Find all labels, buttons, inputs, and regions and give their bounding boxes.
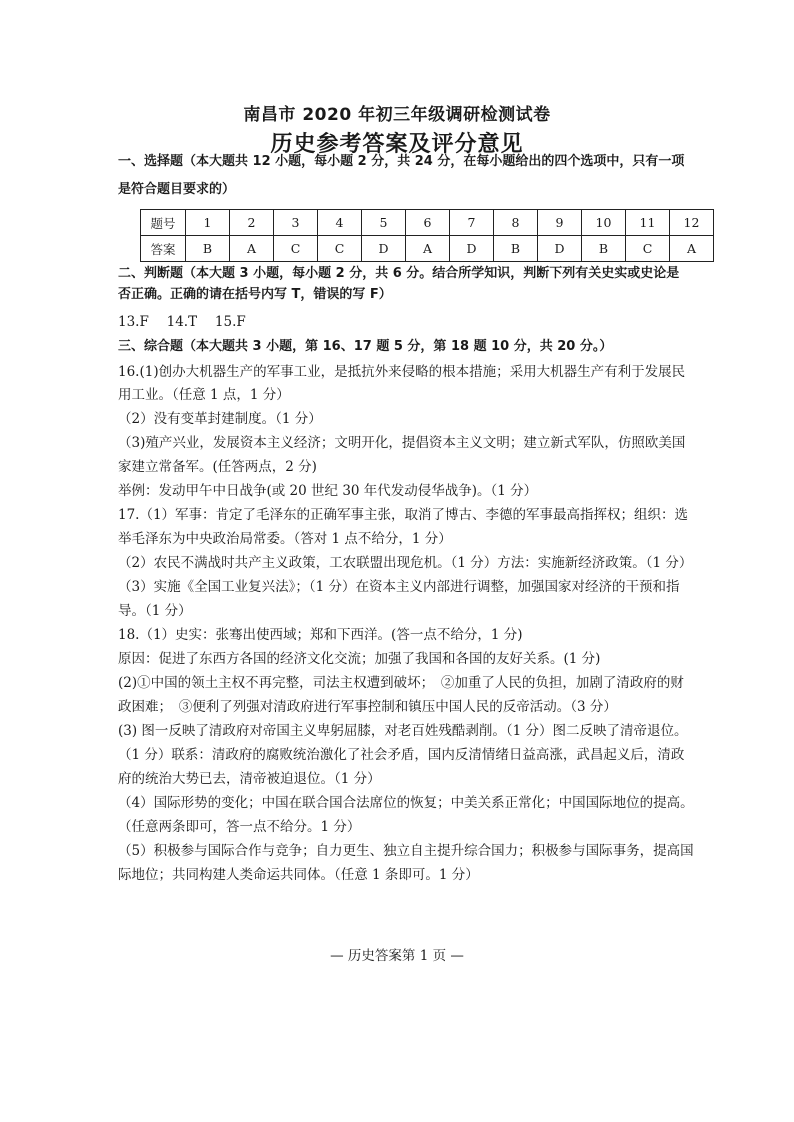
answer-text-line: 18.（1）史实：张骞出使西域；郑和下西洋。(答一点不给分，1 分) xyxy=(118,627,523,643)
answer-text-line: 举毛泽东为中央政治局常委。（答对 1 点不给分，1 分） xyxy=(118,531,452,547)
answer-text-line: 政困难； ③便利了列强对清政府进行军事控制和镇压中国人民的反帝活动。（3 分） xyxy=(118,699,617,715)
section1-heading-line2: 是符合题目要求的） xyxy=(118,182,236,197)
answer-text-line: （2）农民不满战时共产主义政策，工农联盟出现危机。（1 分）方法：实施新经济政策。（1 分） xyxy=(118,555,693,571)
answer-text-line: 原因：促进了东西方各国的经济文化交流；加强了我国和各国的友好关系。(1 分) xyxy=(118,651,601,667)
answer-text-line: 际地位；共同构建人类命运共同体。（任意 1 条即可。1 分） xyxy=(118,867,479,883)
question-number: 6 xyxy=(406,210,450,236)
row-label-answer: 答案 xyxy=(141,236,186,262)
answer-text-line: （4）国际形势的变化；中国在联合国合法席位的恢复；中美关系正常化；中国国际地位的提高。 xyxy=(118,795,694,811)
question-number: 4 xyxy=(318,210,362,236)
exam-title: 南昌市 2020 年初三年级调研检测试卷 xyxy=(243,105,551,125)
judgment-answers: 13.F 14.T 15.F xyxy=(118,314,246,330)
answer-letter: D xyxy=(450,236,494,262)
question-number: 12 xyxy=(670,210,714,236)
section3-heading: 三、综合题（本大题共 3 小题，第 16、17 题 5 分，第 18 题 10 分，共 20 分。） xyxy=(118,339,613,354)
answer-letter: A xyxy=(406,236,450,262)
answer-letter: A xyxy=(230,236,274,262)
answer-letter: B xyxy=(494,236,538,262)
answer-text-line: 府的统治大势已去，清帝被迫退位。（1 分） xyxy=(118,771,381,787)
table-row-numbers xyxy=(141,210,714,236)
answer-text-line: （3）实施《全国工业复兴法》；（1 分）在资本主义内部进行调整，加强国家对经济的干预和指 xyxy=(118,579,680,595)
table-row-answers xyxy=(141,236,714,262)
question-number: 11 xyxy=(626,210,670,236)
answer-text-line: （5）积极参与国际合作与竞争；自力更生、独立自主提升综合国力；积极参与国际事务，提高国 xyxy=(118,843,694,859)
answer-text-line: (2)①中国的领土主权不再完整，司法主权遭到破坏； ②加重了人民的负担，加剧了清政府的财 xyxy=(118,675,684,691)
row-label-number: 题号 xyxy=(141,210,186,236)
choice-answer-table xyxy=(140,209,714,262)
question-number: 3 xyxy=(274,210,318,236)
answer-text-line: (3) 图一反映了清政府对帝国主义卑躬屈膝，对老百姓残酷剥削。（1 分）图二反映了清帝退位。 xyxy=(118,723,688,739)
question-number: 8 xyxy=(494,210,538,236)
answer-text-line: （1 分）联系：清政府的腐败统治激化了社会矛盾，国内反清情绪日益高涨，武昌起义后，清政 xyxy=(118,747,685,763)
answer-letter: B xyxy=(186,236,230,262)
answer-text-line: 用工业。（任意 1 点，1 分） xyxy=(118,387,290,403)
answer-letter: A xyxy=(670,236,714,262)
answer-letter: D xyxy=(538,236,582,262)
question-number: 1 xyxy=(186,210,230,236)
answer-letter: C xyxy=(626,236,670,262)
section2-heading-line2: 否正确。正确的请在括号内写 T，错误的写 F） xyxy=(118,287,392,302)
answer-letter: C xyxy=(274,236,318,262)
answer-text-line: （3)殖产兴业，发展资本主义经济；文明开化，提倡资本主义文明；建立新式军队，仿照欧美国 xyxy=(118,435,686,451)
answer-text-line: （任意两条即可，答一点不给分。1 分） xyxy=(118,819,361,835)
answer-text-line: （2）没有变革封建制度。（1 分） xyxy=(118,411,322,427)
answer-text-line: 17.（1）军事：肯定了毛泽东的正确军事主张，取消了博古、李德的军事最高指挥权；组织：选 xyxy=(118,507,689,523)
question-number: 10 xyxy=(582,210,626,236)
question-number: 5 xyxy=(362,210,406,236)
question-number: 9 xyxy=(538,210,582,236)
question-number: 2 xyxy=(230,210,274,236)
answer-letter: D xyxy=(362,236,406,262)
answer-text-line: 16.(1)创办大机器生产的军事工业，是抵抗外来侵略的根本措施；采用大机器生产有利于发展民 xyxy=(118,364,686,380)
answer-letter: C xyxy=(318,236,362,262)
page-footer: — 历史答案第 1 页 — xyxy=(330,948,464,964)
question-number: 7 xyxy=(450,210,494,236)
section1-heading-line1: 一、选择题（本大题共 12 小题，每小题 2 分，共 24 分，在每小题给出的四个选项中，只有一项 xyxy=(118,154,685,169)
answer-text-line: 举例：发动甲午中日战争(或 20 世纪 30 年代发动侵华战争)。（1 分） xyxy=(118,483,538,499)
answer-letter: B xyxy=(582,236,626,262)
section2-heading-line1: 二、判断题（本大题 3 小题，每小题 2 分，共 6 分。结合所学知识，判断下列有关史实或史论是 xyxy=(118,266,680,281)
answer-text-line: 家建立常备军。(任答两点，2 分) xyxy=(118,459,317,475)
answer-key-subtitle: 历史参考答案及评分意见 xyxy=(270,132,524,157)
answer-text-line: 导。（1 分） xyxy=(118,603,192,619)
